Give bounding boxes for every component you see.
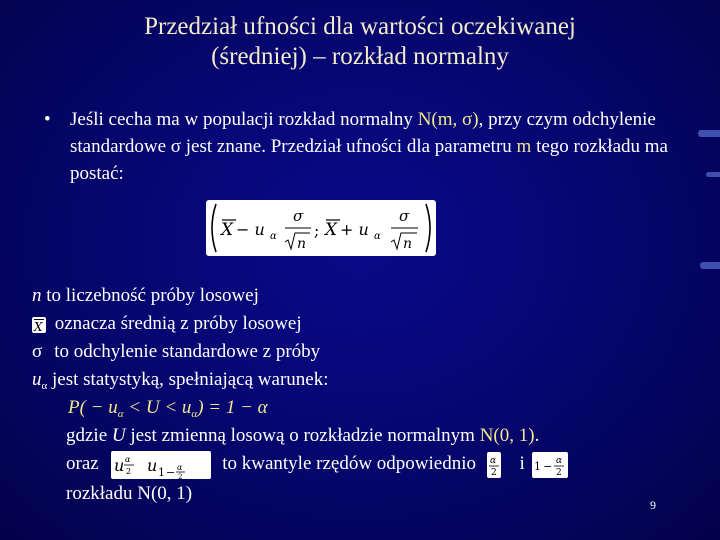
where-line <box>66 422 539 450</box>
def-n-text: to liczebność próby losowej <box>41 285 259 306</box>
title-line-1: Przedział ufności dla wartości oczekiwanej <box>144 13 576 40</box>
def-xbar <box>32 310 302 338</box>
title-line-2: (średniej) – rozkład normalny <box>211 43 509 70</box>
xbar-symbol-box <box>32 317 46 333</box>
distribution-notation: N(m, σ) <box>417 109 479 130</box>
svg-text:u: u <box>114 455 125 475</box>
def-sigma-symbol: σ <box>32 341 43 362</box>
formula-xbar-left: X <box>221 220 234 240</box>
formula-plus-u: + u <box>340 220 369 239</box>
bullet-dot: • <box>44 109 51 130</box>
where-text-1: gdzie <box>66 425 112 446</box>
bullet-text-part1: Jeśli cecha ma w populacji rozkład normalny <box>70 109 418 130</box>
right-edge-decoration-3 <box>700 262 720 269</box>
quantile-symbols-box <box>111 451 211 479</box>
def-sigma-text: to odchylenie standardowe z próby <box>54 341 321 362</box>
def-sigma <box>32 338 320 366</box>
formula-n-left: n <box>297 236 307 252</box>
formula-alpha-sub-left: α <box>270 231 277 242</box>
cond-sub-1: α <box>117 408 124 420</box>
one-minus-alpha-half-box <box>532 452 568 478</box>
rozkl-text: rozkładu N(0, 1) <box>66 483 193 504</box>
formula-separator: ; <box>314 221 320 240</box>
svg-text:α: α <box>125 454 131 464</box>
svg-text:u: u <box>147 455 158 475</box>
svg-text:2: 2 <box>126 466 132 476</box>
right-edge-decoration-2 <box>706 172 720 177</box>
right-edge-decoration-1 <box>698 130 720 137</box>
formula-alpha-sub-right: α <box>374 231 381 242</box>
xbar-symbol: X <box>34 319 43 333</box>
formula-sigma-right: σ <box>399 207 410 225</box>
quantile-text: to kwantyle rzędów odpowiednio <box>222 453 477 474</box>
confidence-interval-formula <box>206 200 436 256</box>
where-text-2: jest zmienną losową o rozkładzie normalnym <box>125 425 480 446</box>
svg-text:−: − <box>542 459 552 473</box>
cond-start: P( − u <box>68 397 118 418</box>
page-number: 9 <box>650 498 656 512</box>
cond-end: ) = 1 − α <box>197 397 268 418</box>
cond-mid: < U < u <box>123 397 192 418</box>
def-u-symbol: u <box>32 369 42 390</box>
def-xbar-text: oznacza średnią z próby losowej <box>50 313 302 334</box>
oraz-text: oraz <box>66 453 99 474</box>
svg-text:−: − <box>166 465 176 479</box>
svg-text:α: α <box>177 462 183 472</box>
where-dot: . <box>534 425 540 446</box>
svg-text:2: 2 <box>555 467 562 478</box>
distribution-line <box>66 480 192 508</box>
bullet-text-part2: , przy czym odchylenie standardowe σ jest znane. Przedział ufności dla parametru <box>70 109 656 157</box>
cond-sub-2: α <box>191 408 198 420</box>
formula-n-right: n <box>403 236 413 252</box>
bullet-text-part3: tego rozkładu ma postać: <box>70 136 668 184</box>
def-u-text: jest statystyką, spełniającą warunek: <box>47 369 329 390</box>
svg-text:α: α <box>555 455 562 466</box>
def-n <box>32 282 259 310</box>
formula-xbar-right: X <box>325 220 338 240</box>
svg-text:2: 2 <box>178 472 183 479</box>
formula-graphic <box>206 200 436 256</box>
bullet-text <box>70 106 670 187</box>
i-text: i <box>519 453 525 474</box>
alpha-half-box <box>487 452 501 478</box>
svg-text:2: 2 <box>490 467 497 478</box>
svg-text:α: α <box>489 455 496 466</box>
svg-text:1: 1 <box>158 465 166 479</box>
where-U: U <box>111 425 126 446</box>
def-u-subscript: α <box>41 380 48 392</box>
quantiles-line <box>66 450 568 479</box>
def-n-symbol: n <box>32 285 42 306</box>
parameter-m: m <box>516 136 532 157</box>
formula-sigma-left: σ <box>293 207 304 225</box>
svg-text:1: 1 <box>533 459 541 473</box>
where-distribution: N(0, 1) <box>479 425 535 446</box>
slide-title <box>40 12 680 72</box>
formula-minus-u: − u <box>236 220 265 239</box>
